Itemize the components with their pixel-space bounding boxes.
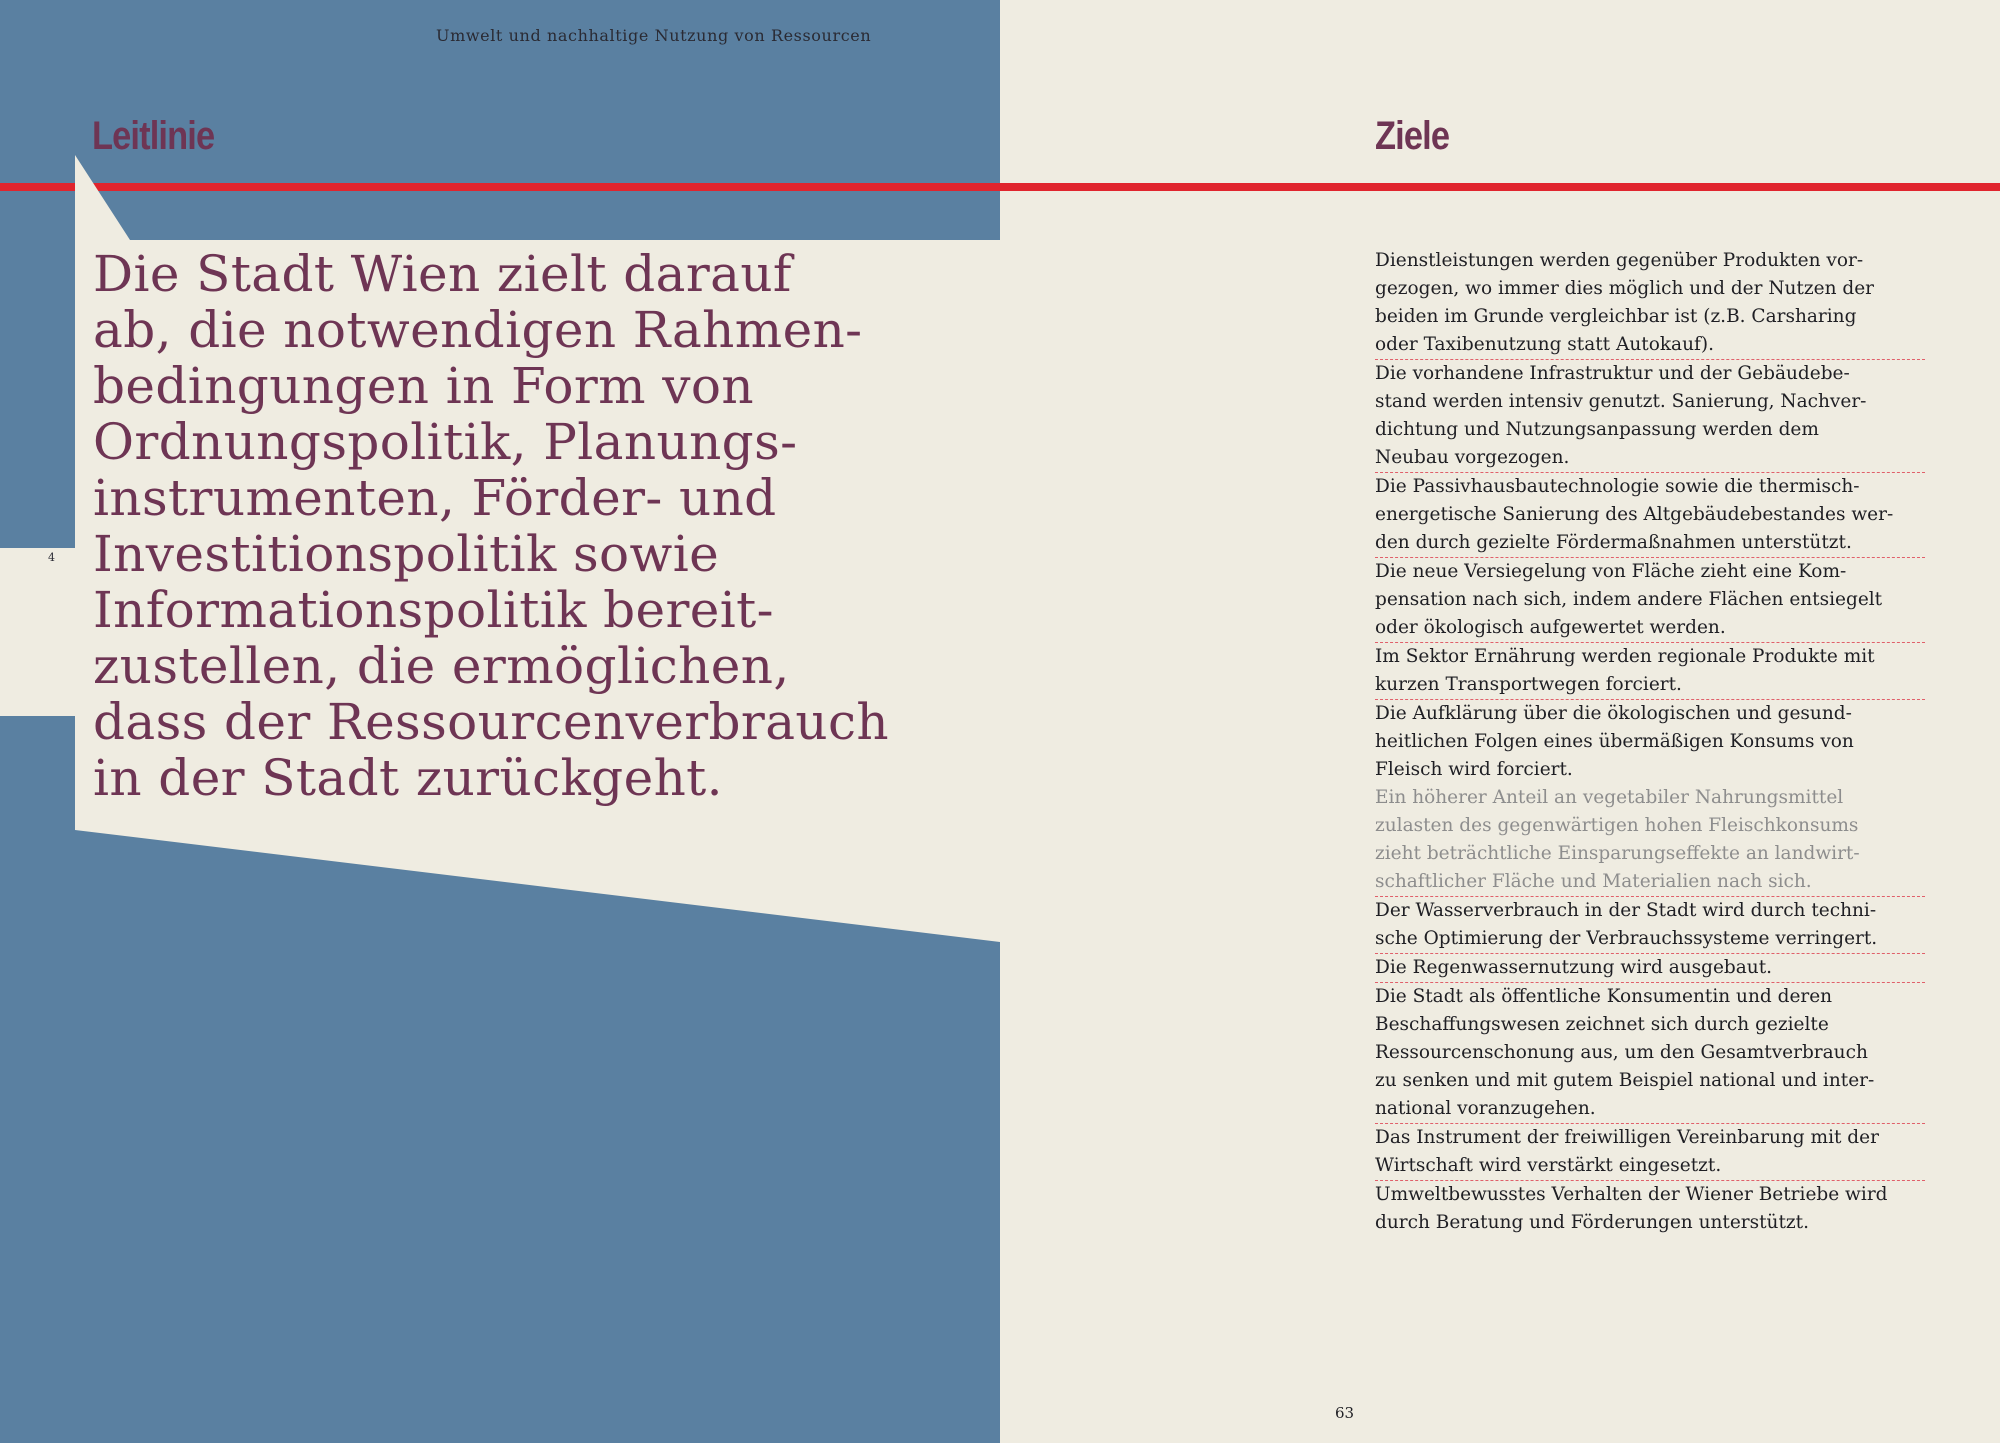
- goal-line: stand werden intensiv genutzt. Sanierung, Nachver-: [1375, 391, 1867, 412]
- goal-line: heitlichen Folgen eines übermäßigen Konsums von: [1375, 731, 1854, 752]
- goal-line: Die Aufklärung über die ökologischen und gesund-: [1375, 703, 1852, 724]
- leitlinie-quote: [93, 246, 913, 806]
- goal-item: [1375, 983, 1925, 1124]
- goal-item: [1375, 700, 1925, 784]
- goal-line: oder ökologisch aufgewertet werden.: [1375, 617, 1726, 638]
- ziele-list: [1375, 247, 1925, 1237]
- goal-item: [1375, 360, 1925, 473]
- goal-line: kurzen Transportwegen forciert.: [1375, 674, 1682, 695]
- goal-item: [1375, 473, 1925, 558]
- goal-item: [1375, 954, 1925, 983]
- goal-line: Beschaffungswesen zeichnet sich durch gezielte: [1375, 1014, 1829, 1035]
- quote-line: Ordnungspolitik, Planungs-: [93, 413, 798, 471]
- goal-item: [1375, 784, 1925, 897]
- goal-line: beiden im Grunde vergleichbar ist (z.B. Carsharing: [1375, 306, 1857, 327]
- heading-leitlinie: Leitlinie: [92, 114, 215, 158]
- goal-line: durch Beratung und Förderungen unterstützt.: [1375, 1212, 1809, 1233]
- goal-line: zu senken und mit gutem Beispiel national und inter-: [1375, 1070, 1875, 1091]
- goal-line: gezogen, wo immer dies möglich und der Nutzen der: [1375, 278, 1874, 299]
- quote-line: instrumenten, Förder- und: [93, 469, 777, 527]
- goal-line: zieht beträchtliche Einsparungseffekte an landwirt-: [1375, 843, 1860, 864]
- goal-line: Ein höherer Anteil an vegetabiler Nahrungsmittel: [1375, 787, 1844, 808]
- goal-line: Dienstleistungen werden gegenüber Produkten vor-: [1375, 250, 1864, 271]
- quote-line: Investitionspolitik sowie: [93, 525, 720, 583]
- goal-line: Der Wasserverbrauch in der Stadt wird durch techni-: [1375, 900, 1877, 921]
- goal-item: [1375, 558, 1925, 643]
- goal-item: [1375, 643, 1925, 700]
- goal-item: [1375, 1124, 1925, 1181]
- quote-line: Informationspolitik bereit-: [93, 581, 774, 639]
- goal-line: Umweltbewusstes Verhalten der Wiener Betriebe wird: [1375, 1184, 1888, 1205]
- goal-line: Das Instrument der freiwilligen Vereinbarung mit der: [1375, 1127, 1879, 1148]
- quote-line: in der Stadt zurückgeht.: [93, 749, 723, 807]
- goal-line: Wirtschaft wird verstärkt eingesetzt.: [1375, 1155, 1722, 1176]
- goal-line: Die vorhandene Infrastruktur und der Gebäudebe-: [1375, 363, 1850, 384]
- goal-line: sche Optimierung der Verbrauchssysteme verringert.: [1375, 928, 1878, 949]
- goal-line: den durch gezielte Fördermaßnahmen unterstützt.: [1375, 532, 1852, 553]
- goal-line: Die Passivhausbautechnologie sowie die thermisch-: [1375, 476, 1860, 497]
- goal-line: zulasten des gegenwärtigen hohen Fleischkonsums: [1375, 815, 1859, 836]
- goal-item: [1375, 1181, 1925, 1237]
- goal-line: energetische Sanierung des Altgebäudebestandes wer-: [1375, 504, 1894, 525]
- quote-line: bedingungen in Form von: [93, 357, 755, 415]
- goal-line: pensation nach sich, indem andere Flächen entsiegelt: [1375, 589, 1883, 610]
- goal-item: [1375, 247, 1925, 360]
- goal-line: Ressourcenschonung aus, um den Gesamtverbrauch: [1375, 1042, 1868, 1063]
- goal-line: Die neue Versiegelung von Fläche zieht eine Kom-: [1375, 561, 1847, 582]
- page-number: 63: [1335, 1404, 1355, 1422]
- goal-line: national voranzugehen.: [1375, 1098, 1596, 1119]
- margin-number: 4: [48, 551, 55, 564]
- heading-ziele: Ziele: [1375, 114, 1450, 158]
- goal-line: Fleisch wird forciert.: [1375, 759, 1573, 780]
- goal-item: [1375, 897, 1925, 954]
- goal-line: Die Stadt als öffentliche Konsumentin und deren: [1375, 986, 1833, 1007]
- goal-line: schaftlicher Fläche und Materialien nach sich.: [1375, 871, 1812, 892]
- goal-line: Im Sektor Ernährung werden regionale Produkte mit: [1375, 646, 1875, 667]
- goal-line: dichtung und Nutzungsanpassung werden dem: [1375, 419, 1819, 440]
- goal-line: Die Regenwassernutzung wird ausgebaut.: [1375, 957, 1773, 978]
- quote-line: zustellen, die ermöglichen,: [93, 637, 790, 695]
- quote-line: Die Stadt Wien zielt darauf: [93, 245, 792, 303]
- running-header: Umwelt und nachhaltige Nutzung von Ressourcen: [436, 26, 872, 45]
- goal-line: oder Taxibenutzung statt Autokauf).: [1375, 334, 1714, 355]
- goal-line: Neubau vorgezogen.: [1375, 447, 1570, 468]
- quote-line: dass der Ressourcenverbrauch: [93, 693, 890, 751]
- quote-line: ab, die notwendigen Rahmen-: [93, 301, 863, 359]
